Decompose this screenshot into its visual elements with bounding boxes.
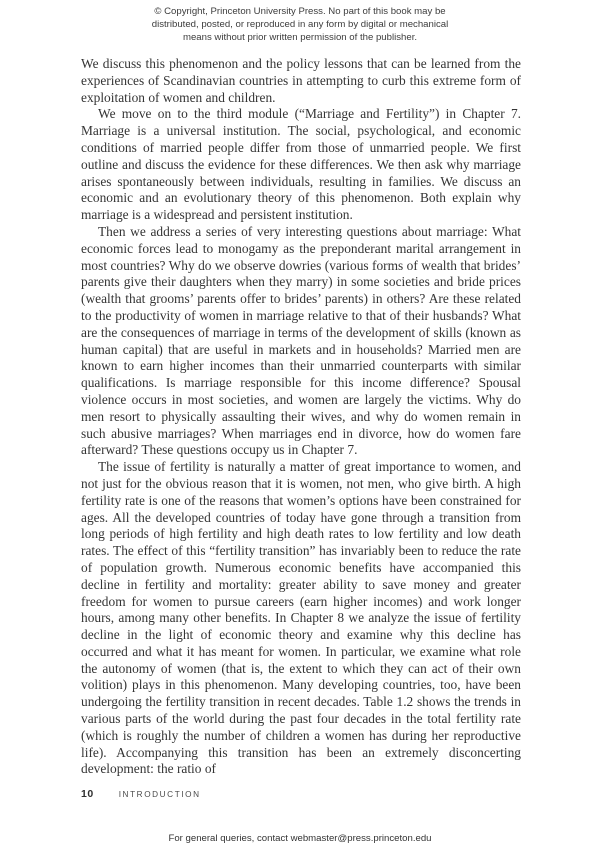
paragraph-marriage-module: We move on to the third module (“Marriage and Fertility”) in Chapter 7. Marriage is a universal institution. The social, psychological, and economic conditions of married people differ from those of unmarried people. We first outline and discuss the evidence for these differences. We then ask why marriage arises spontaneously between individuals, resulting in families. We discuss an economic and an evolutionary theory of this phenomenon. Both explain why marriage is a widespread and persistent institution. bbox=[81, 106, 521, 223]
copyright-line-2: distributed, posted, or reproduced in any form by digital or mechanical bbox=[151, 18, 449, 30]
copyright-line-1: © Copyright, Princeton University Press. No part of this book may be bbox=[154, 6, 446, 17]
paragraph-fertility: The issue of fertility is naturally a matter of great importance to women, and not just for the obvious reason that it is women, not men, who give birth. A high fertility rate is one of the reasons that women’s options have been constrained for ages. All the developed countries of today have gone through a transition from long periods of high fertility and high death rates to low fertility and low death rates. The effect of this “fertility transition” has invariably been to reduce the rate of population growth. Numerous economic benefits have accompanied this decline in fertility and mortality: greater ability to save money and greater freedom for women to pursue careers (earn higher incomes) and work longer hours, among many other benefits. In Chapter 8 we analyze the issue of fertility decline in the light of economic theory and examine why this decline has occurred and what it has meant for women. In particular, we examine what role the autonomy of women (that is, the extent to which they can act of their own volition) plays in this phenomenon. Many developing countries, too, have been undergoing the fertility transition in recent decades. Table 1.2 shows the trends in various parts of the world during the past four decades in the total fertility rate (which is roughly the number of children a women has during her reproductive life). Accompanying this transition has been an extremely disconcerting development: the ratio of bbox=[81, 459, 521, 777]
general-queries-contact: For general queries, contact webmaster@press.princeton.edu bbox=[168, 833, 432, 844]
page-footer bbox=[81, 788, 201, 800]
copyright-notice bbox=[0, 6, 600, 44]
running-head: INTRODUCTION bbox=[118, 790, 201, 799]
body-text bbox=[81, 56, 521, 778]
copyright-line-3: means without prior written permission of the publisher. bbox=[182, 31, 418, 43]
page-number: 10 bbox=[81, 788, 94, 800]
paragraph-marriage-questions: Then we address a series of very interesting questions about marriage: What economic forces lead to monogamy as the preponderant marital arrangement in most countries? Why do we observe dowries (various forms of wealth that brides’ parents give their daughters when they marry) in some societies and bride prices (wealth that grooms’ parents offer to brides’ parents) in others? Are these related to the productivity of women in marriage relative to that of their husbands? What are the consequences of marriage in terms of the development of skills (known as human capital) that are useful in markets and in households? Married men are known to earn higher incomes than their unmarried counterparts with similar qualifications. Is marriage responsible for this income difference? Spousal violence occurs in most societies, and women are largely the victims. Why do men resort to physically assaulting their wives, and why do women remain in such abusive marriages? When marriages end in divorce, how do women fare afterward? These questions occupy us in Chapter 7. bbox=[81, 223, 521, 458]
paragraph-continuation: We discuss this phenomenon and the policy lessons that can be learned from the experiences of Scandinavian countries in attempting to curb this extreme form of exploitation of women and children. bbox=[81, 56, 521, 105]
